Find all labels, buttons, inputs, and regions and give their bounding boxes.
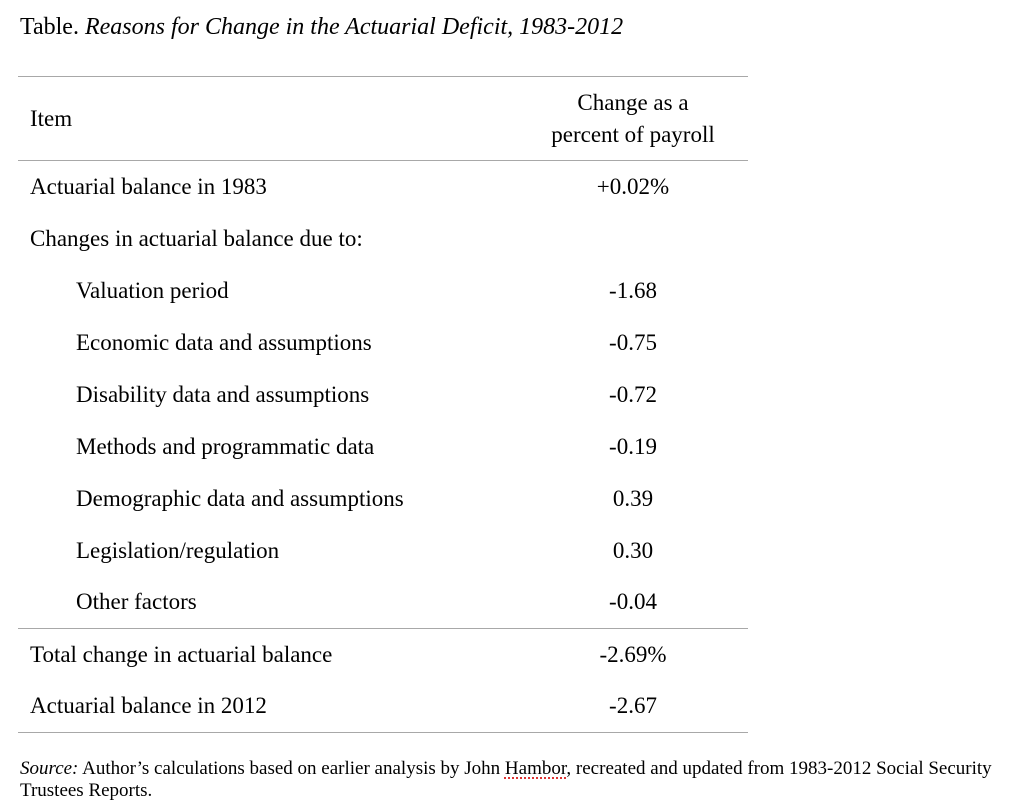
row-label: Actuarial balance in 1983 — [30, 173, 267, 199]
table-row — [18, 525, 748, 577]
table-row — [18, 213, 748, 265]
row-label: Valuation period — [76, 277, 229, 303]
row-label: Legislation/regulation — [76, 537, 280, 563]
source-note — [20, 758, 1020, 802]
row-value: -2.69% — [599, 641, 667, 667]
row-label: Total change in actuarial balance — [30, 641, 333, 667]
row-value: +0.02% — [596, 173, 670, 199]
column-header-change-line2: percent of payroll — [551, 121, 715, 147]
row-value: -1.68 — [609, 277, 657, 303]
table-row — [18, 577, 748, 629]
row-value: -2.67 — [609, 693, 657, 719]
table-row — [18, 317, 748, 369]
table-row — [18, 473, 748, 525]
table-row — [18, 681, 748, 733]
table-row — [18, 161, 748, 213]
row-value: -0.04 — [609, 589, 657, 615]
row-label: Disability data and assumptions — [76, 381, 370, 407]
table-row — [18, 369, 748, 421]
source-text-after: , recreated and updated from 1983-2012 Social Security Trustees Reports. — [20, 758, 992, 801]
column-header-change — [518, 77, 748, 161]
table-row — [18, 265, 748, 317]
table-caption — [20, 12, 623, 42]
deficit-table-container — [18, 76, 748, 733]
row-value: -0.75 — [609, 329, 657, 355]
row-value: 0.30 — [612, 537, 654, 563]
row-value: -0.72 — [609, 381, 657, 407]
row-label: Economic data and assumptions — [76, 329, 372, 355]
source-label: Source: — [20, 758, 79, 779]
row-label: Actuarial balance in 2012 — [30, 693, 267, 719]
column-header-item: Item — [30, 105, 73, 131]
source-text-before: Author’s calculations based on earlier analysis by John — [78, 758, 505, 779]
row-value — [518, 213, 748, 265]
row-label: Changes in actuarial balance due to: — [30, 225, 363, 251]
row-label: Other factors — [76, 589, 197, 615]
row-value: -0.19 — [609, 433, 657, 459]
column-header-change-line1: Change as a — [577, 89, 689, 115]
spellcheck-flagged-word[interactable]: Hambor — [504, 758, 567, 779]
row-value: 0.39 — [612, 485, 654, 511]
table-header-row — [18, 77, 748, 161]
caption-prefix: Table. — [20, 14, 79, 40]
table-row — [18, 629, 748, 681]
deficit-table — [18, 76, 748, 733]
row-label: Demographic data and assumptions — [76, 485, 404, 511]
row-label: Methods and programmatic data — [76, 433, 375, 459]
table-row — [18, 421, 748, 473]
caption-title: Reasons for Change in the Actuarial Deficit, 1983-2012 — [84, 14, 624, 40]
